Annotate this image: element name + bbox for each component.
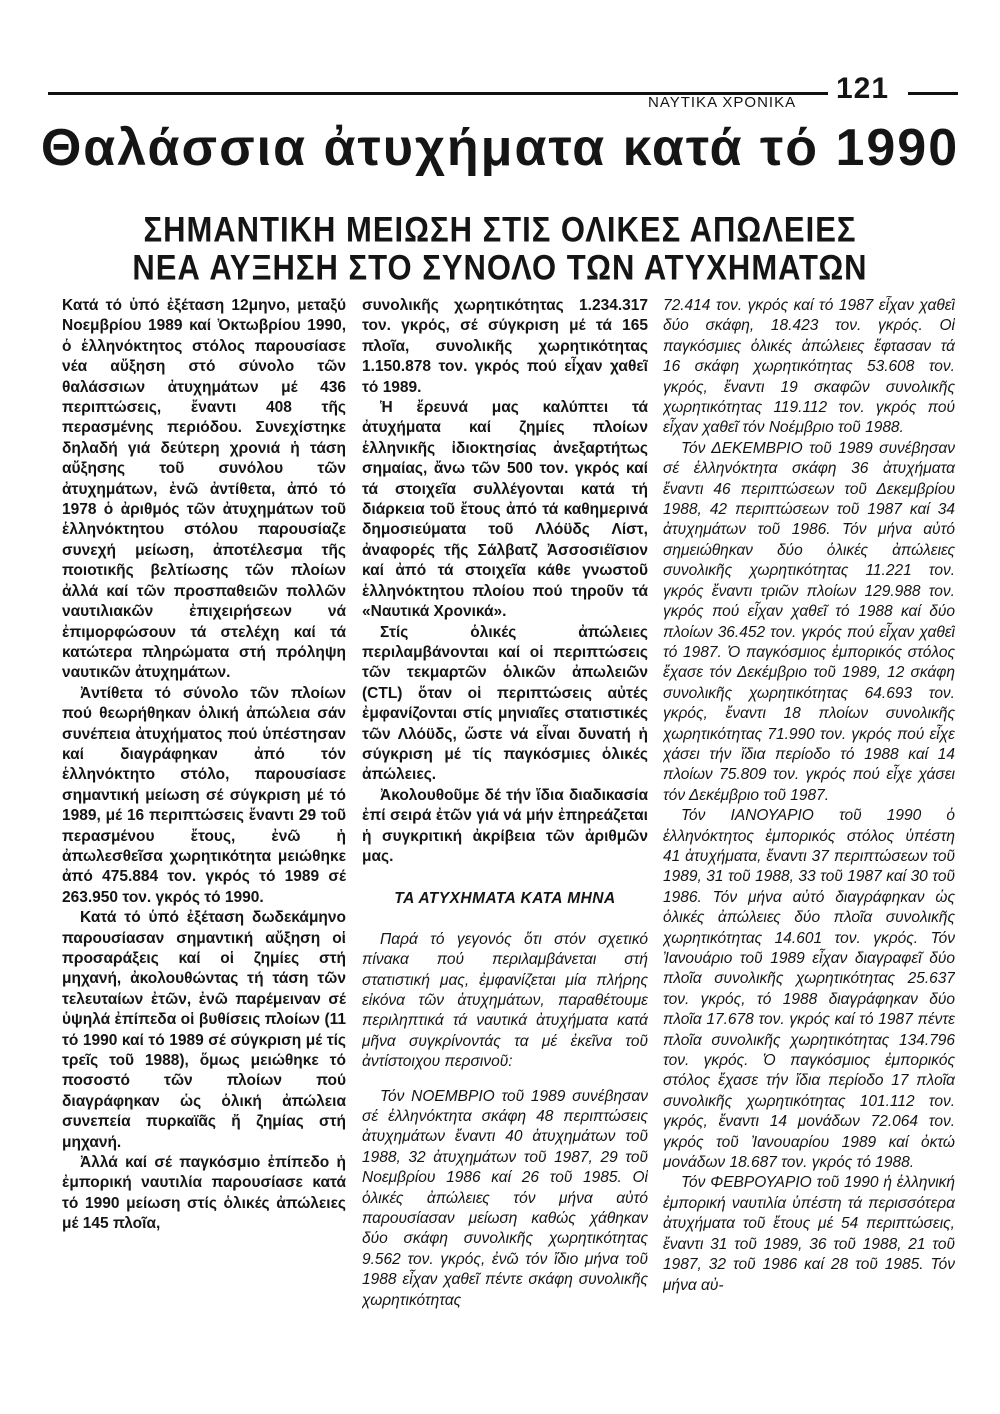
paragraph: Παρά τό γεγονός ὅτι στόν σχετικό πίνακα πού περιλαμβάνεται στή στατιστική μας, ἐμφανίζεται μία πλήρης εἰκόνα τῶν ἀτυχημάτων, παραθέτουμε περιληπτικά τά ναυτικά ἀτυχήματα κατά μῆνα συγκρίνοντάς τα μέ ἐκεῖνα τοῦ ἀντίστοιχου περσινοῦ: [362,930,648,1071]
paragraph: Κατά τό ὑπό ἐξέταση 12μηνο, μεταξύ Νοεμβρίου 1989 καί Ὀκτωβρίου 1990, ὁ ἑλληνόκτητος στόλος παρουσίασε νέα αὔξηση στό σύνολο τῶν θαλάσσιων ἀτυχημάτων μέ 436 περιπτώσεις, ἔναντι 408 τῆς περασμένης περιόδου. Συνεχίστηκε δηλαδή γιά δεύτερη χρονιά ἡ τάση αὔξησης τοῦ συνόλου τῶν ἀτυχημάτων, ἐνῶ ἀντίθετα, ἀπό τό 1978 ὁ ἀριθμός τῶν ἀτυχημάτων τοῦ ἑλληνόκτητου στόλου παρουσίαζε συνεχή μείωση, ἀποτέλεσμα τῆς ποιοτικῆς βελτίωσης τῶν πλοίων ἀλλά καί τῶν προσπαθειῶν πολλῶν ναυτιλιακῶν ἐπιχειρήσεων νά ἐπιμορφώσουν τά στελέχη καί τά κατώτερα πληρώματα στή πρόληψη ναυτικῶν ἀτυχημάτων. [62,297,346,682]
article-subtitle-line2: ΝΕΑ ΑΥΞΗΣΗ ΣΤΟ ΣΥΝΟΛΟ ΤΩΝ ΑΤΥΧΗΜΑΤΩΝ [132,247,868,288]
paragraph: Ἡ ἔρευνά μας καλύπτει τά ἀτυχήματα καί ζημίες πλοίων ἑλληνικῆς ἰδιοκτησίας ἀνεξαρτήτως σημαίας, ἄνω τῶν 500 τον. γκρός καί τά στοιχεῖα συλλέγονται κατά τή διάρκεια τοῦ ἔτους ἀπό τά καθημερινά δημοσιεύματα τοῦ Λλόϋδς Λίστ, ἀναφορές τῆς Σάλβατζ Ἀσσοσιέϊσιον καί ἀπό τά στοιχεῖα κάθε γνωστοῦ ἑλληνόκτητου πλοίου πού τηροῦν τά «Ναυτικά Χρονικά». [362,399,648,621]
page-number: 121 [836,72,890,105]
paragraph: Ἀντίθετα τό σύνολο τῶν πλοίων πού θεωρήθηκαν ὁλική ἀπώλεια σάν συνέπεια ἀτυχήματος πού ὑπέστησαν καί διαγράφηκαν ἀπό τόν ἑλληνόκτητο στόλο, παρουσίασε σημαντική μείωση σέ σύγκριση μέ τό 1989, μέ 16 περιπτώσεις ἔναντι 29 τοῦ περασμένου ἔτους, ἐνῶ ἡ ἀπωλεσθεῖσα χωρητικότητα μειώθηκε ἀπό 475.884 τον. γκρός τό 1989 σέ 263.950 τον. γκρός τό 1990. [62,684,346,906]
paragraph: Τόν ΝΟΕΜΒΡΙΟ τοῦ 1989 συνέβησαν σέ ἑλληνόκτητα σκάφη 48 περιπτώσεις ἀτυχημάτων ἔναντι 40 ἀτυχημάτων τοῦ 1988, 32 ἀτυχημάτων τοῦ 1987, 29 τοῦ Νοεμβρίου 1986 καί 26 τοῦ 1985. Οἱ ὁλικές ἀπώλειες τόν μήνα αὐτό παρουσίασαν μείωση καθώς χάθηκαν δύο σκάφη συνολικῆς χωρητικότητας 9.562 τον. γκρός, ἐνῶ τόν ἴδιο μήνα τοῦ 1988 εἶχαν χαθεῖ πέντε σκάφη συνολικῆς χωρητικότητας [362,1087,648,1309]
header-rule-right [908,92,958,95]
article-subtitle-line1: ΣΗΜΑΝΤΙΚΗ ΜΕΙΩΣΗ ΣΤΙΣ ΟΛΙΚΕΣ ΑΠΩΛΕΙΕΣ [143,209,857,250]
column-2 [362,296,648,1376]
paragraph: συνολικῆς χωρητικότητας 1.234.317 τον. γκρός, σέ σύγκριση μέ τά 165 πλοῖα, συνολικῆς χωρητικότητας 1.150.878 τον. γκρός πού εἶχαν χαθεῖ τό 1989. [362,297,648,396]
paragraph: Τόν ΦΕΒΡΟΥΑΡΙΟ τοῦ 1990 ἡ ἑλληνική ἐμπορική ναυτιλία ὑπέστη τά περισσότερα ἀτυχήματα τοῦ ἔτους μέ 54 περιπτώσεις, ἔναντι 31 τοῦ 1989, 36 τοῦ 1988, 21 τοῦ 1987, 32 τοῦ 1986 καί 28 τοῦ 1985. Τόν μήνα αὐ- [663,1174,955,1294]
column-1 [62,296,346,1376]
article-title: Θαλάσσια ἀτυχήματα κατά τό 1990 [40,119,960,177]
paragraph: Στίς ὁλικές ἀπώλειες περιλαμβάνονται καί οἱ περιπτώσεις τῶν τεκμαρτῶν ὁλικῶν ἀπωλειῶν (CTL) ὅταν οἱ περιπτώσεις αὐτές ἐμφανίζονται στίς μηνιαῖες στατιστικές τῶν Λλόϋδς, ὥστε νά εἶναι δυνατή ἡ σύγκριση μέ τίς παγκόσμιες ὁλικές ἀπώλειες. [362,623,648,784]
paragraph: Ἀκολουθοῦμε δέ τήν ἴδια διαδικασία ἐπί σειρά ἐτῶν γιά νά μήν ἐπηρεάζεται ἡ συγκριτική ἀκρίβεια τῶν ἀριθμῶν μας. [362,786,648,865]
paragraph: 72.414 τον. γκρός καί τό 1987 εἶχαν χαθεῖ δύο σκάφη, 18.423 τον. γκρός. Οἱ παγκόσμιες ὁλικές ἀπώλειες ἔφτασαν τά 16 σκάφη χωρητικότητας 53.608 τον. γκρός, ἔναντι 19 σκαφῶν συνολικῆς χωρητικότητας 119.112 τον. γκρός πού εἶχαν χαθεῖ τόν Νοέμβριο τοῦ 1988. [663,297,955,437]
page-header [48,72,958,112]
paragraph: Κατά τό ὑπό ἐξέταση δωδεκάμηνο παρουσίασαν σημαντική αὔξηση οἱ προσαράξεις καί οἱ ζημίες στή μηχανή, ἀκολουθώντας τή τάση τῶν τελευταίων ἐτῶν, ἐνῶ παρέμειναν σέ ὑψηλά ἐπίπεδα οἱ βυθίσεις πλοίων (11 τό 1990 καί τό 1989 σέ σύγκριση μέ τίς τρεῖς τοῦ 1988), ὅμως μειώθηκε τό ποσοστό τῶν πλοίων πού διαγράφηκαν ὡς ὁλική ἀπώλεια συνεπεία πυρκαϊᾶς ἤ ζημίας στή μηχανή. [62,909,346,1151]
paragraph: Τόν ΔΕΚΕΜΒΡΙΟ τοῦ 1989 συνέβησαν σέ ἑλληνόκτητα σκάφη 36 ἀτυχήματα ἔναντι 46 περιπτώσεων τοῦ Δεκεμβρίου 1988, 42 περιπτώσεων τοῦ 1987 καί 34 ἀτυχημάτων τοῦ 1986. Τόν μήνα αὐτό σημειώθηκαν δύο ὁλικές ἀπώλειες συνολικῆς χωρητικότητας 11.221 τον. γκρός ἔναντι τριῶν πλοίων 129.988 τον. γκρός πού εἶχαν χαθεῖ τό 1988 καί δύο πλοίων 36.452 τον. γκρός πού εἶχαν χαθεῖ τό 1987. Ὁ παγκόσμιος ἐμπορικός στόλος ἔχασε τόν Δεκέμβριο τοῦ 1989, 12 σκάφη συνολικῆς χωρητικότητας 64.693 τον. γκρός, ἔναντι 18 πλοίων συνολικῆς χωρητικότητας 71.990 τον. γκρός πού εἶχε χάσει τήν ἴδια περίοδο τό 1988 καί 14 πλοίων 75.809 τον. γκρός πού εἶχε χάσει τόν Δεκέμβριο τοῦ 1987. [663,439,955,804]
journal-name: ΝΑΥΤΙΚΑ ΧΡΟΝΙΚΑ [648,94,797,111]
column-3 [663,296,955,1376]
paragraph: Ἀλλά καί σέ παγκόσμιο ἐπίπεδο ἡ ἐμπορική ναυτιλία παρουσίασε κατά τό 1990 μείωση στίς ὁλικές ἀπώλειες μέ 145 πλοῖα, [62,1154,346,1233]
section-heading: ΤΑ ΑΤΥΧΗΜΑΤΑ ΚΑΤΑ ΜΗΝΑ [394,890,616,908]
paragraph: Τόν ΙΑΝΟΥΑΡΙΟ τοῦ 1990 ὁ ἑλληνόκτητος ἐμπορικός στόλος ὑπέστη 41 ἀτυχήματα, ἔναντι 37 περιπτώσεων τοῦ 1989, 31 τοῦ 1988, 33 τοῦ 1987 καί 30 τοῦ 1986. Τόν μήνα αὐτό διαγράφηκαν ὡς ὁλικές ἀπώλειες δύο πλοῖα συνολικῆς χωρητικότητας 14.601 τον. γκρός. Τόν Ἰανουάριο τοῦ 1989 εἶχαν διαγραφεῖ δύο πλοῖα συνολικῆς χωρητικότητας 25.637 τον. γκρός, τό 1988 διαγράφηκαν δύο πλοῖα 17.678 τον. γκρός καί τό 1987 πέντε πλοῖα συνολικῆς χωρητικότητας 134.796 τον. γκρός. Ὁ παγκόσμιος ἐμπορικός στόλος ἔχασε τήν ἴδια περίοδο 17 πλοῖα συνολικῆς χωρητικότητας 101.112 τον. γκρός, ἔναντι 14 μονάδων 72.064 τον. γκρός τοῦ Ἰανουαρίου 1989 καί ὀκτώ μονάδων 18.687 τον. γκρός τό 1988. [663,807,955,1172]
